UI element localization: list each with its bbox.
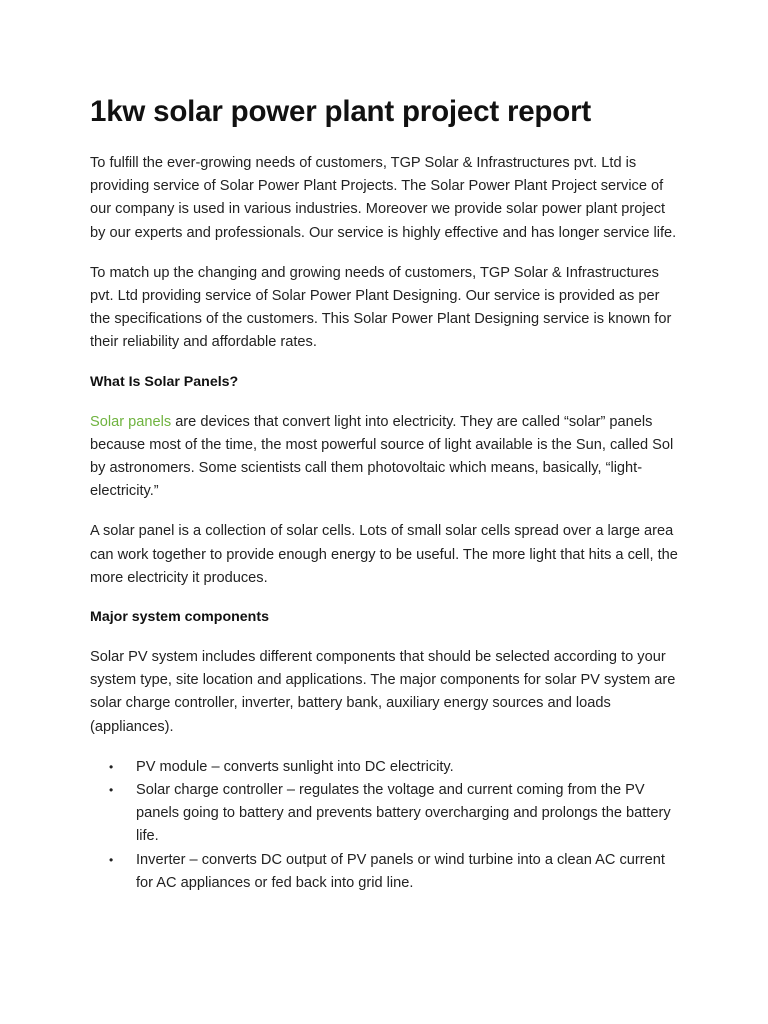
- page-title: 1kw solar power plant project report: [90, 95, 591, 128]
- list-item-text: Solar charge controller – regulates the voltage and current coming from the PV panels going to battery and prevents battery overcharging and prolongs the battery life.: [136, 782, 671, 845]
- solar-panels-paragraph-2: A solar panel is a collection of solar cells. Lots of small solar cells spread over a large area can work together to provide enough energy to be useful. The more light that hits a cell, the more electricity it produces.: [90, 523, 678, 586]
- bullet-icon: •: [109, 759, 114, 774]
- solar-panels-link[interactable]: Solar panels: [90, 413, 172, 430]
- section-heading-solar-panels: What Is Solar Panels?: [90, 373, 239, 390]
- bullet-icon: •: [109, 783, 114, 798]
- solar-panels-paragraph-1: [90, 411, 678, 504]
- intro-paragraph-2: To match up the changing and growing needs of customers, TGP Solar & Infrastructures pvt. Ltd providing service of Solar Power Plant Designing. Our service is provided as per the specifications of the customers. This Solar Power Plant Designing service is known for their reliability and affordable rates.: [90, 264, 672, 351]
- list-item-text: PV module – converts sunlight into DC electricity.: [136, 758, 454, 775]
- list-item: [109, 849, 678, 895]
- list-item-text: Inverter – converts DC output of PV panels or wind turbine into a clean AC current for AC appliances or fed back into grid line.: [136, 851, 665, 891]
- list-item: [109, 756, 678, 779]
- list-item: [109, 779, 678, 849]
- bullet-icon: •: [109, 852, 114, 867]
- components-list: [90, 756, 678, 895]
- section-heading-components: Major system components: [90, 609, 269, 626]
- components-paragraph: Solar PV system includes different components that should be selected according to your system type, site location and applications. The major components for solar PV system are solar charge controller, inverter, battery bank, auxiliary energy sources and loads (appliances).: [90, 649, 676, 735]
- solar-panels-paragraph-1-text: are devices that convert light into electricity. They are called “solar” panels because most of the time, the most powerful source of light available is the Sun, called Sol by astronomers. Some scientists call them photovoltaic which means, basically, “light-electricity.”: [90, 413, 674, 500]
- intro-paragraph-1: To fulfill the ever-growing needs of customers, TGP Solar & Infrastructures pvt. Ltd is providing service of Solar Power Plant Projects. The Solar Power Plant Project service of our company is used in various industries. Moreover we provide solar power plant project by our experts and professionals. Our service is highly effective and has longer service life.: [90, 155, 677, 241]
